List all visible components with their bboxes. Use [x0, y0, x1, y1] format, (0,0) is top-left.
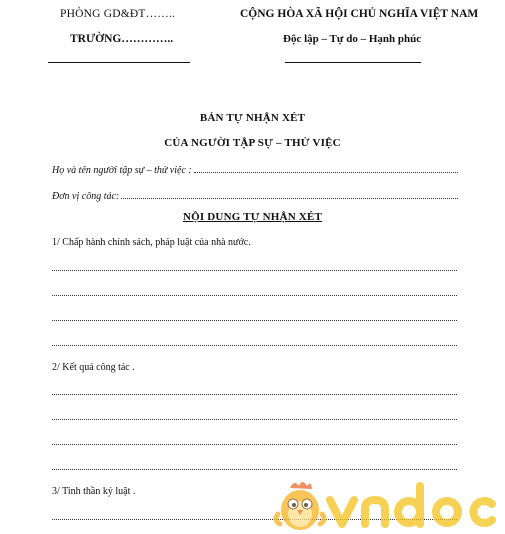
answer-line[interactable]: [52, 345, 457, 346]
vndoc-logo-icon: [270, 476, 502, 534]
header-right-rule: [285, 62, 421, 63]
answer-line[interactable]: [52, 444, 457, 445]
national-motto: Độc lập – Tự do – Hạnh phúc: [283, 33, 422, 45]
trainee-name-blank[interactable]: [194, 172, 458, 173]
trainee-name-field[interactable]: [52, 162, 458, 176]
answer-line[interactable]: [52, 295, 457, 296]
trainee-name-label: Họ và tên người tập sự – thử việc :: [52, 165, 192, 176]
document-subtitle: CỦA NGƯỜI TẬP SỰ – THỬ VIỆC: [164, 137, 341, 149]
department-line: PHÒNG GD&ĐT……..: [60, 8, 176, 20]
national-title: CỘNG HÒA XÃ HỘI CHỦ NGHĨA VIỆT NAM: [240, 8, 479, 20]
item-policy-compliance: 1/ Chấp hành chính sách, pháp luật của nhà nước.: [52, 237, 251, 248]
answer-line[interactable]: [52, 320, 457, 321]
answer-line[interactable]: [52, 419, 457, 420]
work-unit-field[interactable]: [52, 188, 458, 202]
vndoc-watermark: [270, 476, 502, 534]
work-unit-blank[interactable]: [121, 198, 458, 199]
answer-line[interactable]: [52, 270, 457, 271]
school-line: TRƯỜNG…………..: [70, 33, 174, 45]
header-left-rule: [48, 62, 190, 63]
section-heading: NỘI DUNG TỰ NHẬN XÉT: [182, 211, 323, 223]
item-discipline: 3/ Tinh thần kỷ luật .: [52, 486, 136, 497]
work-unit-label: Đơn vị công tác:: [52, 191, 120, 202]
document-title: BẢN TỰ NHẬN XÉT: [199, 112, 306, 124]
answer-line[interactable]: [52, 469, 457, 470]
answer-line[interactable]: [52, 394, 457, 395]
item-work-results: 2/ Kết quả công tác .: [52, 362, 135, 373]
